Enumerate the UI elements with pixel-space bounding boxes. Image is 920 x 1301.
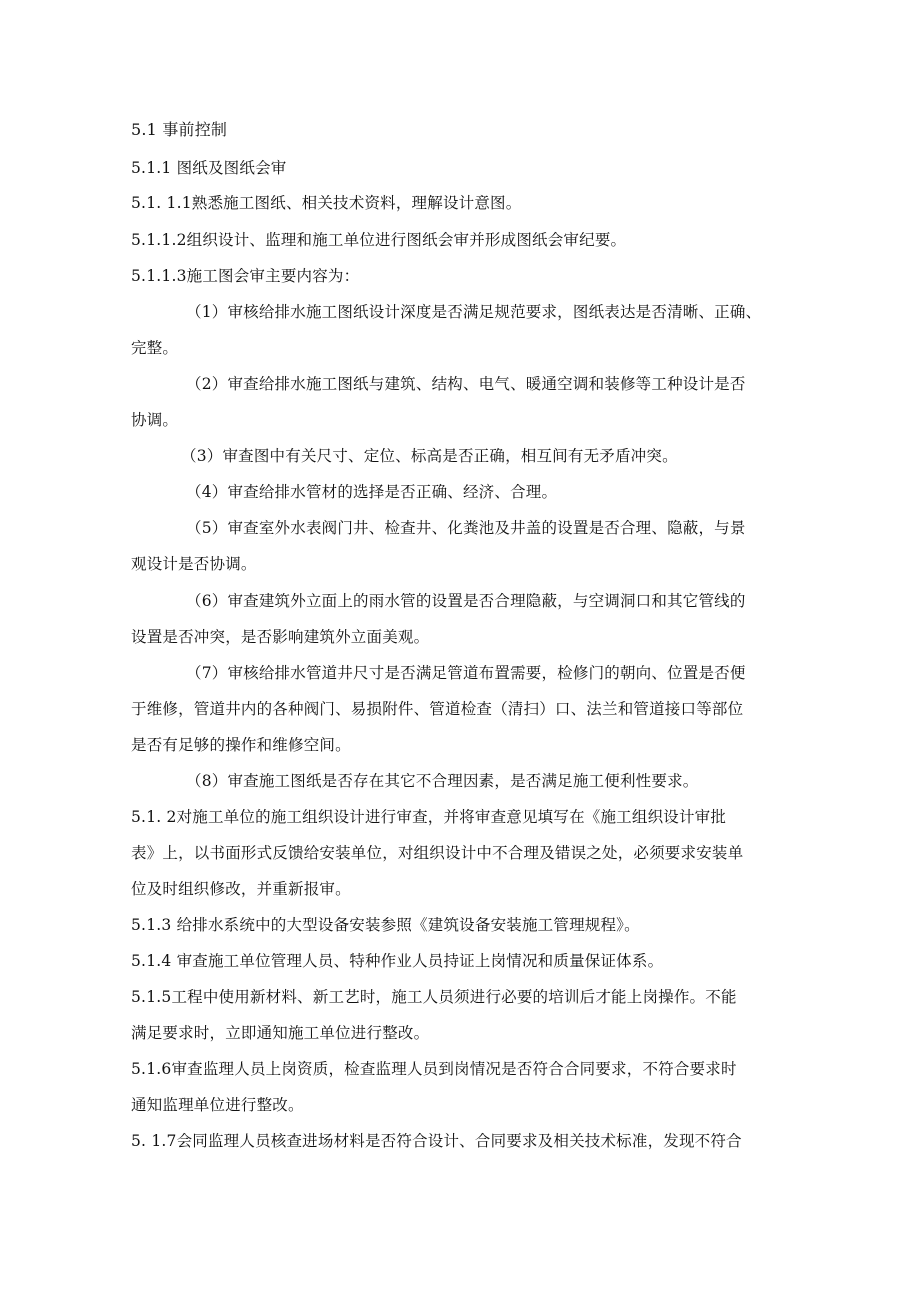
list-item-line: （4）审查给排水管材的选择是否正确、经济、合理。 [186,483,558,501]
list-item-line: （1）审核给排水施工图纸设计深度是否满足规范要求，图纸表达是否清晰、正确、 [186,303,762,321]
list-item-line: （7）审核给排水管道井尺寸是否满足管道布置需要，检修门的朝向、位置是否便 [186,664,746,682]
paragraph-line: 5.1.1.3施工图会审主要内容为： [131,267,360,285]
paragraph-line: 位及时组织修改，并重新报审。 [131,880,351,898]
list-item-line: 设置是否冲突，是否影响建筑外立面美观。 [131,628,430,646]
list-item-line: 协调。 [131,411,179,429]
list-item-line: 完整。 [131,339,179,357]
paragraph-line: 表》上，以书面形式反馈给安装单位，对组织设计中不合理及错误之处，必须要求安装单 [131,844,744,862]
paragraph-line: 5.1. 1.1熟悉施工图纸、相关技术资料，理解设计意图。 [131,194,522,212]
list-item-line: 于维修，管道井内的各种阀门、易损附件、管道检查（清扫）口、法兰和管道接口等部位 [131,700,744,718]
list-item-line: （8）审查施工图纸是否存在其它不合理因素，是否满足施工便利性要求。 [186,772,699,790]
subsection-heading: 5.1.1 图纸及图纸会审 [131,159,287,177]
list-item-line: 观设计是否协调。 [131,555,257,573]
section-heading: 5.1 事前控制 [131,120,228,139]
paragraph-line: 满足要求时，立即通知施工单位进行整改。 [131,1024,430,1042]
paragraph-line: 5.1.4 审查施工单位管理人员、特种作业人员持证上岗情况和质量保证体系。 [131,952,664,970]
paragraph-line: 通知监理单位进行整改。 [131,1096,304,1114]
paragraph-line: 5.1. 2对施工单位的施工组织设计进行审查，并将审查意见填写在《施工组织设计审批 [131,808,727,826]
list-item-line: （6）审查建筑外立面上的雨水管的设置是否合理隐蔽，与空调洞口和其它管线的 [186,592,746,610]
list-item-line: 是否有足够的操作和维修空间。 [131,736,351,754]
paragraph-line: 5.1.1.2组织设计、监理和施工单位进行图纸会审并形成图纸会审纪要。 [131,231,627,249]
list-item-line: （3）审查图中有关尺寸、定位、标高是否正确，相互间有无矛盾冲突。 [181,447,678,465]
paragraph-line: 5.1.6审查监理人员上岗资质，检查监理人员到岗情况是否符合合同要求，不符合要求时 [131,1060,737,1078]
paragraph-line: 5. 1.7会同监理人员核查进场材料是否符合设计、合同要求及相关技术标准，发现不符合 [131,1132,742,1150]
paragraph-line: 5.1.5工程中使用新材料、新工艺时，施工人员须进行必要的培训后才能上岗操作。不能 [131,988,737,1006]
paragraph-line: 5.1.3 给排水系统中的大型设备安装参照《建筑设备安装施工管理规程》。 [131,916,640,934]
list-item-line: （5）审查室外水表阀门井、检查井、化粪池及井盖的设置是否合理、隐蔽，与景 [186,519,746,537]
list-item-line: （2）审查给排水施工图纸与建筑、结构、电气、暖通空调和装修等工种设计是否 [186,375,746,393]
